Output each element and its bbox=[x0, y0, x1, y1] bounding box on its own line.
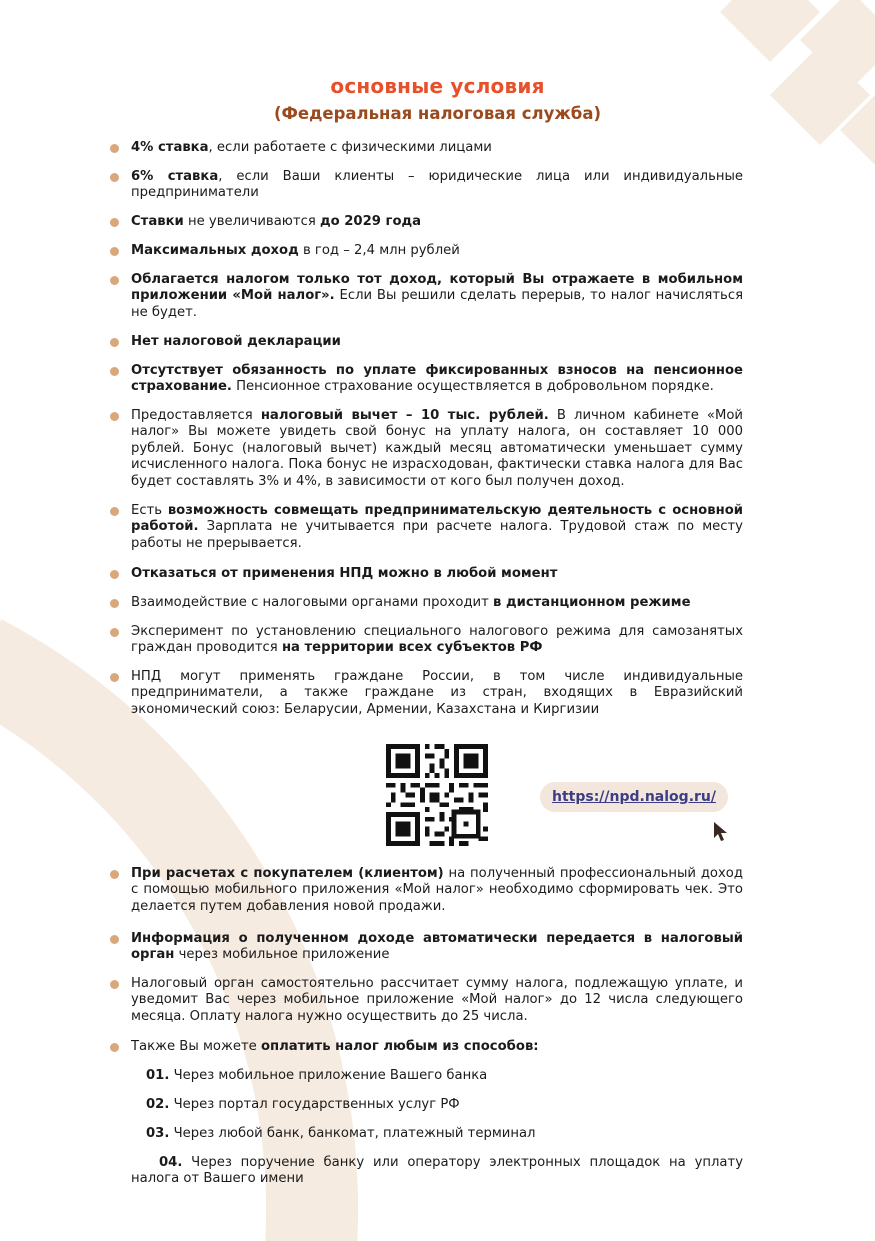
list-item: 6% ставка, если Ваши клиенты – юридические лица или индивидуальные предприниматели bbox=[131, 169, 743, 202]
bullet-icon bbox=[110, 628, 119, 637]
payment-method-item: 03. Через любой банк, банкомат, платежный терминал bbox=[146, 1126, 536, 1141]
bullet-icon bbox=[110, 599, 119, 608]
list-item: При расчетах с покупателем (клиентом) на полученный профессиональный доход с помощью мобильного приложения «Мой налог» необходимо сформировать чек. Это делается путем добавления новой продажи. bbox=[131, 866, 743, 915]
bullet-icon bbox=[110, 935, 119, 944]
payment-method-item: 02. Через портал государственных услуг РФ bbox=[146, 1097, 460, 1112]
bullet-icon bbox=[110, 247, 119, 256]
list-item: Отказаться от применения НПД можно в любой момент bbox=[131, 566, 743, 582]
list-item: 4% ставка, если работаете с физическими лицами bbox=[131, 140, 743, 156]
bullet-icon bbox=[110, 276, 119, 285]
bullet-icon bbox=[110, 1043, 119, 1052]
bullet-icon bbox=[110, 218, 119, 227]
list-item: Налоговый орган самостоятельно рассчитает сумму налога, подлежащую уплате, и уведомит Вас через мобильное приложение «Мой налог» до 12 числа следующего месяца. Оплату налога нужно осуществить до 25 числа. bbox=[131, 976, 743, 1025]
bullet-icon bbox=[110, 507, 119, 516]
bullet-icon bbox=[110, 980, 119, 989]
website-link[interactable]: https://npd.nalog.ru/ bbox=[551, 789, 716, 805]
list-item: НПД могут применять граждане России, в том числе индивидуальные предприниматели, а также граждане из стран, входящих в Евразийский экономический союз: Беларусии, Армении, Казахстана и Киргизии bbox=[131, 669, 743, 718]
bullet-icon bbox=[110, 412, 119, 421]
payment-method-item: 04. Через поручение банку или оператору электронных площадок на уплату налога от Вашего имени bbox=[131, 1155, 743, 1187]
list-item: Нет налоговой декларации bbox=[131, 334, 743, 350]
payment-method-item: 01. Через мобильное приложение Вашего банка bbox=[146, 1068, 488, 1083]
list-item: Эксперимент по установлению специального налогового режима для самозанятых граждан проводится на территории всех субъектов РФ bbox=[131, 624, 743, 657]
list-item: Предоставляется налоговый вычет – 10 тыс. рублей. В личном кабинете «Мой налог» Вы можете увидеть свой бонус на уплату налога, он составляет 10 000 рублей. Бонус (налоговый вычет) каждый месяц автоматически уменьшает сумму исчисленного налога. Пока бонус не израсходован, фактически ставка налога для Вас будет составлять 3% и 4%, в зависимости от кого был получен доход. bbox=[131, 408, 743, 490]
bullet-icon bbox=[110, 870, 119, 879]
page-subtitle: (Федеральная налоговая служба) bbox=[273, 104, 601, 123]
qr-code-icon[interactable] bbox=[386, 744, 488, 846]
list-item: Также Вы можете оплатить налог любым из способов: bbox=[131, 1039, 743, 1055]
list-item: Взаимодействие с налоговыми органами проходит в дистанционном режиме bbox=[131, 595, 743, 611]
website-link-pill[interactable] bbox=[540, 782, 728, 812]
bullet-icon bbox=[110, 338, 119, 347]
list-item: Ставки не увеличиваются до 2029 года bbox=[131, 214, 743, 230]
list-item: Отсутствует обязанность по уплате фиксированных взносов на пенсионное страхование. Пенсионное страхование осуществляется в добровольном порядке. bbox=[131, 363, 743, 396]
list-item: Облагается налогом только тот доход, который Вы отражаете в мобильном приложении «Мой налог». Если Вы решили сделать перерыв, то налог начисляться не будет. bbox=[131, 272, 743, 321]
list-item: Максимальных доход в год – 2,4 млн рублей bbox=[131, 243, 743, 259]
bullet-icon bbox=[110, 173, 119, 182]
bullet-icon bbox=[110, 570, 119, 579]
cursor-arrow-icon bbox=[712, 820, 730, 844]
bullet-icon bbox=[110, 673, 119, 682]
list-item: Есть возможность совмещать предпринимательскую деятельность с основной работой. Зарплата не учитывается при расчете налога. Трудовой стаж по месту работы не прерывается. bbox=[131, 503, 743, 552]
list-item: Информация о полученном доходе автоматически передается в налоговый орган через мобильное приложение bbox=[131, 931, 743, 964]
bullet-icon bbox=[110, 144, 119, 153]
bullet-icon bbox=[110, 367, 119, 376]
page-title: основные условия bbox=[330, 74, 545, 98]
